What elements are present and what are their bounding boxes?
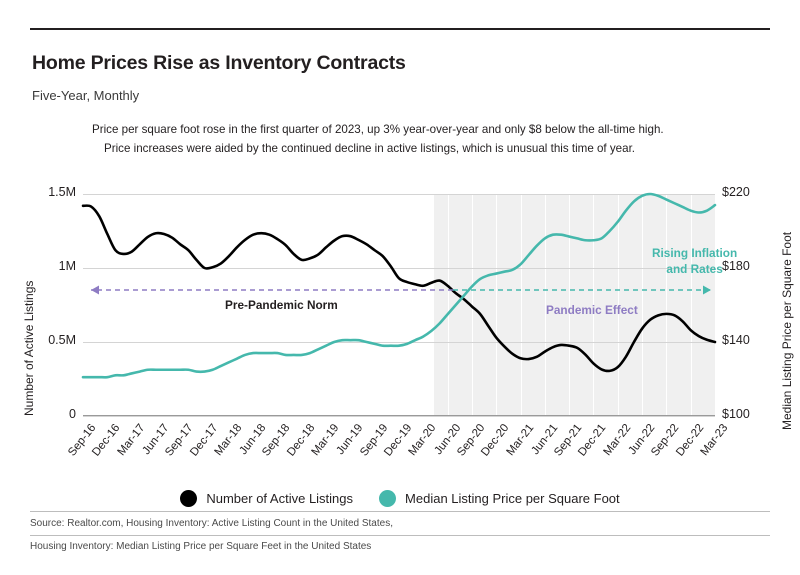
x-tick-label: Mar-20 (406, 422, 439, 459)
x-tick-label: Dec-21 (576, 422, 609, 459)
page-subtitle: Five-Year, Monthly (32, 88, 140, 103)
chart-area (0, 182, 800, 482)
annotation-rising-inflation (652, 246, 737, 278)
x-tick-label: Sep-22 (649, 422, 682, 459)
x-tick-label: Jun-19 (334, 422, 366, 458)
description-line-2: Price increases were aided by the continued decline in active listings, which is unusual this time of year. (104, 142, 636, 156)
legend-label-median-price: Median Listing Price per Square Foot (405, 491, 620, 506)
legend-swatch-black (180, 490, 197, 507)
y-axis-left-title: Number of Active Listings (22, 280, 36, 416)
y-tick-left: 0 (69, 407, 76, 421)
y-tick-right: $100 (722, 407, 750, 421)
legend-label-active-listings: Number of Active Listings (206, 491, 354, 506)
x-axis-labels (66, 418, 731, 478)
gridline-vertical (715, 194, 716, 416)
source-line-2: Housing Inventory: Median Listing Price per Square Feet in the United States (30, 541, 372, 552)
y-tick-right: $180 (722, 259, 750, 273)
x-tick-label: Jun-17 (140, 422, 172, 458)
x-tick-label: Dec-18 (284, 422, 318, 459)
description-line-1: Price per square foot rose in the first quarter of 2023, up 3% year-over-year and only $8 below the all-time high. (92, 123, 664, 136)
x-tick-label: Dec-16 (90, 422, 123, 459)
legend-item-median-price (379, 490, 620, 507)
x-tick-label: Mar-19 (309, 422, 342, 459)
x-tick-label: Jun-22 (626, 422, 658, 458)
line-median-price (83, 194, 715, 377)
legend-swatch-teal (379, 490, 396, 507)
y-tick-left: 0.5M (48, 333, 76, 347)
legend-item-active-listings (180, 490, 353, 507)
y-tick-left: 1M (58, 259, 76, 273)
y-tick-right: $220 (722, 185, 750, 199)
x-tick-label: Mar-21 (504, 422, 536, 459)
x-tick-label: Dec-17 (187, 422, 220, 459)
x-tick-label: Sep-16 (66, 422, 99, 459)
top-divider (30, 28, 770, 30)
x-tick-label: Mar-22 (601, 422, 634, 459)
y-tick-left: 1.5M (48, 185, 76, 199)
source-line-1: Source: Realtor.com, Housing Inventory: Active Listing Count in the United States, (30, 518, 393, 529)
description (92, 120, 772, 158)
annotation-rising-inflation-line2: and Rates (666, 261, 723, 276)
annotation-rising-inflation-line1: Rising Inflation (652, 246, 738, 260)
y-axis-right-title: Median Listing Price per Square Foot (780, 231, 794, 430)
footer-divider-top (30, 511, 770, 512)
chart-legend (0, 490, 800, 507)
y-axis-left-labels (0, 185, 76, 421)
x-tick-label: Sep-20 (455, 422, 488, 459)
footer-divider-bottom (30, 535, 770, 536)
x-tick-label: Dec-19 (382, 422, 415, 459)
x-tick-label: Sep-17 (163, 422, 196, 459)
annotation-pre-pandemic-norm: Pre-Pandemic Norm (225, 298, 338, 312)
y-tick-right: $140 (722, 333, 750, 347)
x-tick-label: Jun-21 (529, 422, 561, 458)
x-tick-label: Mar-23 (698, 422, 731, 459)
x-tick-label: Mar-18 (212, 422, 245, 459)
x-tick-label: Dec-22 (673, 422, 707, 459)
x-tick-label: Sep-19 (357, 422, 391, 459)
x-tick-label: Sep-21 (552, 422, 585, 459)
x-tick-label: Sep-18 (260, 422, 293, 459)
x-tick-label: Mar-17 (115, 422, 148, 459)
x-tick-label: Jun-18 (237, 422, 269, 458)
gridline-horizontal (83, 416, 715, 417)
x-tick-label: Jun-20 (431, 422, 464, 458)
x-tick-label: Dec-20 (479, 422, 512, 459)
page-title: Home Prices Rise as Inventory Contracts (32, 52, 406, 74)
annotation-pandemic-effect: Pandemic Effect (546, 303, 638, 317)
